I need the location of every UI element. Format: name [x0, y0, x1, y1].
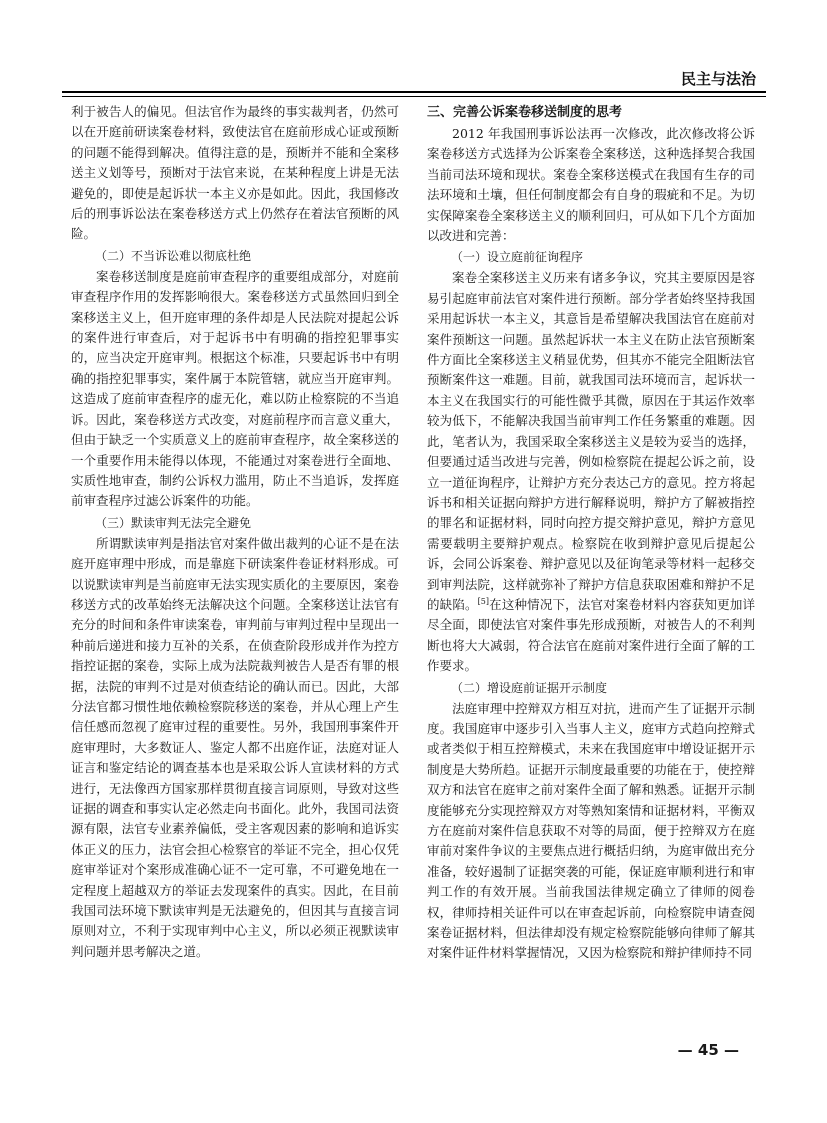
paragraph: 案卷移送制度是庭前审查程序的重要组成部分，对庭前审查程序作用的发挥影响很大。案卷移送方式虽然回归到全案移送主义上，但开庭审理的条件却是人民法院对提起公诉的案件进行审查后，对于起诉书中有明确的指控犯罪事实的，应当决定开庭审判。根据这个标准，只要起诉书中有明确的指控犯罪事实，案件属于本院管辖，就应当开庭审判。这造成了庭前审查程序的虚无化，难以防止检察院的不当追诉。因此，案卷移送方式改变，对庭前程序而言意义重大，但由于缺乏一个实质意义上的庭前审查程序，故全案移送的一个重要作用未能得以体现，不能通过对案卷进行全面地、实质性地审查，制约公诉权力滥用，防止不当追诉，发挥庭前审查程序过滤公诉案件的功能。	[71, 268, 399, 509]
journal-title: 民主与法治	[680, 70, 756, 88]
subheading-silent-trial: （三）默读审判无法完全避免	[95, 515, 252, 530]
subheading-evidence-disclosure: （二）增设庭前证据开示制度	[451, 680, 608, 695]
paragraph-text: 案卷全案移送主义历来有诸多争议，究其主要原因是容易引起庭审前法官对案件进行预断。部分学者始终坚持我国采用起诉状一本主义，其意旨是希望解决我国法官在庭前对案件预断这一问题。虽然起诉状一本主义在防止法官预断案件方面比全案移送主义稍显优势，但其亦不能完全阻断法官预断案件这一难题。目前，就我国司法环境而言，起诉状一本主义在我国实行的可能性微乎其微，原因在于其运作效率较为低下，不能解决我国当前审判工作任务繁重的难题。因此，笔者认为，我国采取全案移送主义是较为妥当的选择，但要通过适当改进与完善，例如检察院在提起公诉之前，设立一道征询程序，让辩护方充分表达己方的意见。控方将起诉书和相关证据向辩护方进行解释说明，辩护方了解被指控的罪名和证据材料，同时向控方提交辩护意见，辩护方意见需要载明主要辩护观点。检察院在收到辩护意见后提起公诉，会同公诉案卷、辩护意见以及征询笔录等材料一起移交到审判法院，这样就弥补了辩护方信息获取困难和辩护不足的缺陷。	[427, 270, 755, 612]
subheading-pretrial-consultation: （一）设立庭前征询程序	[451, 250, 584, 265]
paragraph: 法庭审理中控辩双方相互对抗，进而产生了证据开示制度。我国庭审中逐步引入当事人主义，庭审方式趋向控辩式或者类似于相互控辩模式，未来在我国庭审中增设证据开示制度是大势所趋。证据开示制度最重要的功能在于，使控辩双方和法官在庭审之前对案件全面了解和熟悉。证据开示制度能够充分实现控辩双方对等熟知案情和证据材料，平衡双方在庭前对案件信息获取不对等的局面，便于控辩双方在庭审前对案件争议的主要焦点进行概括归纳，为庭审做出充分准备，较好遏制了证据突袭的可能，保证庭审顺利进行和审判工作的有效开展。当前我国法律规定确立了律师的阅卷权，律师持相关证件可以在审查起诉前，向检察院申请查阅案卷证据材料，但法律却没有规定检察院能够向律师了解其对案件证件材料掌握情况，又因为检察院和辩护律师持不同	[427, 700, 755, 961]
paragraph-continued: 利于被告人的偏见。但法官作为最终的事实裁判者，仍然可以在开庭前研读案卷材料，致使法官在庭前形成心证或预断的问题不能得到解决。值得注意的是，预断并不能和全案移送主义划等号，预断对于法官来说，在某种程度上讲是无法避免的，即使是起诉状一本主义亦是如此。因此，我国修改后的刑事诉讼法在案卷移送方式上仍然存在着法官预断的风险。	[71, 104, 399, 242]
subheading-improper-prosecution: （二）不当诉讼难以彻底杜绝	[95, 248, 252, 263]
left-column	[71, 102, 399, 962]
citation-marker: [5]	[477, 596, 490, 606]
paragraph: 所谓默读审判是指法官对案件做出裁判的心证不是在法庭开庭审理中形成，而是靠庭下研读案件卷证材料形成。可以说默读审判是当前庭审无法实现实质化的主要原因，案卷移送方式的改革始终无法解决这个问题。全案移送让法官有充分的时间和条件审读案卷，审判前与审判过程中呈现出一种前后递进和接力互补的关系，在侦查阶段形成并作为控方指控证据的案卷，实际上成为法院裁判被告人是否有罪的根据，法院的审判不过是对侦查结论的确认而已。因此，大部分法官都习惯性地依赖检察院移送的案卷，并从心理上产生信任感而忽视了庭审过程的重要性。另外，我国刑事案件开庭审理时，大多数证人、鉴定人都不出庭作证，法庭对证人证言和鉴定结论的调查基本也是采取公诉人宣读材料的方式进行，无法像西方国家那样贯彻直接言词原则，导致对这些证据的调查和事实认定必然走向书面化。此外，我国司法资源有限，法官专业素养偏低，受主客观因素的影响和追诉实体正义的压力，法官会担心检察官的举证不完全，担心仅凭庭审举证对个案形成准确心证不一定可靠，不可避免地在一定程度上超越双方的举证去发现案件的真实。因此，在目前我国司法环境下默读审判是无法避免的，但因其与直接言词原则对立，不利于实现审判中心主义，所以必须正视默读审判问题并思考解决之道。	[71, 535, 399, 959]
paragraph	[427, 268, 755, 676]
section-heading: 三、完善公诉案卷移送制度的思考	[427, 105, 623, 120]
running-header	[62, 62, 766, 92]
paragraph-text: 在这种情况下，法官对案卷材料内容获知更加详尽全面，即使法官对案件事先形成预断，对被告人的不利判断也将大大减弱，符合法官在庭前对案件进行全面了解的工作要求。	[427, 596, 755, 674]
page-number: — 45 —	[677, 1041, 739, 1059]
right-column	[427, 102, 755, 964]
paragraph: 2012 年我国刑事诉讼法再一次修改，此次修改将公诉案卷移送方式选择为公诉案卷全案移送，这种选择契合我国当前司法环境和现状。案卷全案移送模式在我国有生存的司法环境和土壤，但任何制度都会有自身的瑕疵和不足。为切实保障案卷全案移送主义的顺利回归，可从如下几个方面加以改进和完善：	[427, 126, 755, 244]
header-rule	[62, 91, 766, 93]
header-rule-thin	[62, 96, 766, 97]
